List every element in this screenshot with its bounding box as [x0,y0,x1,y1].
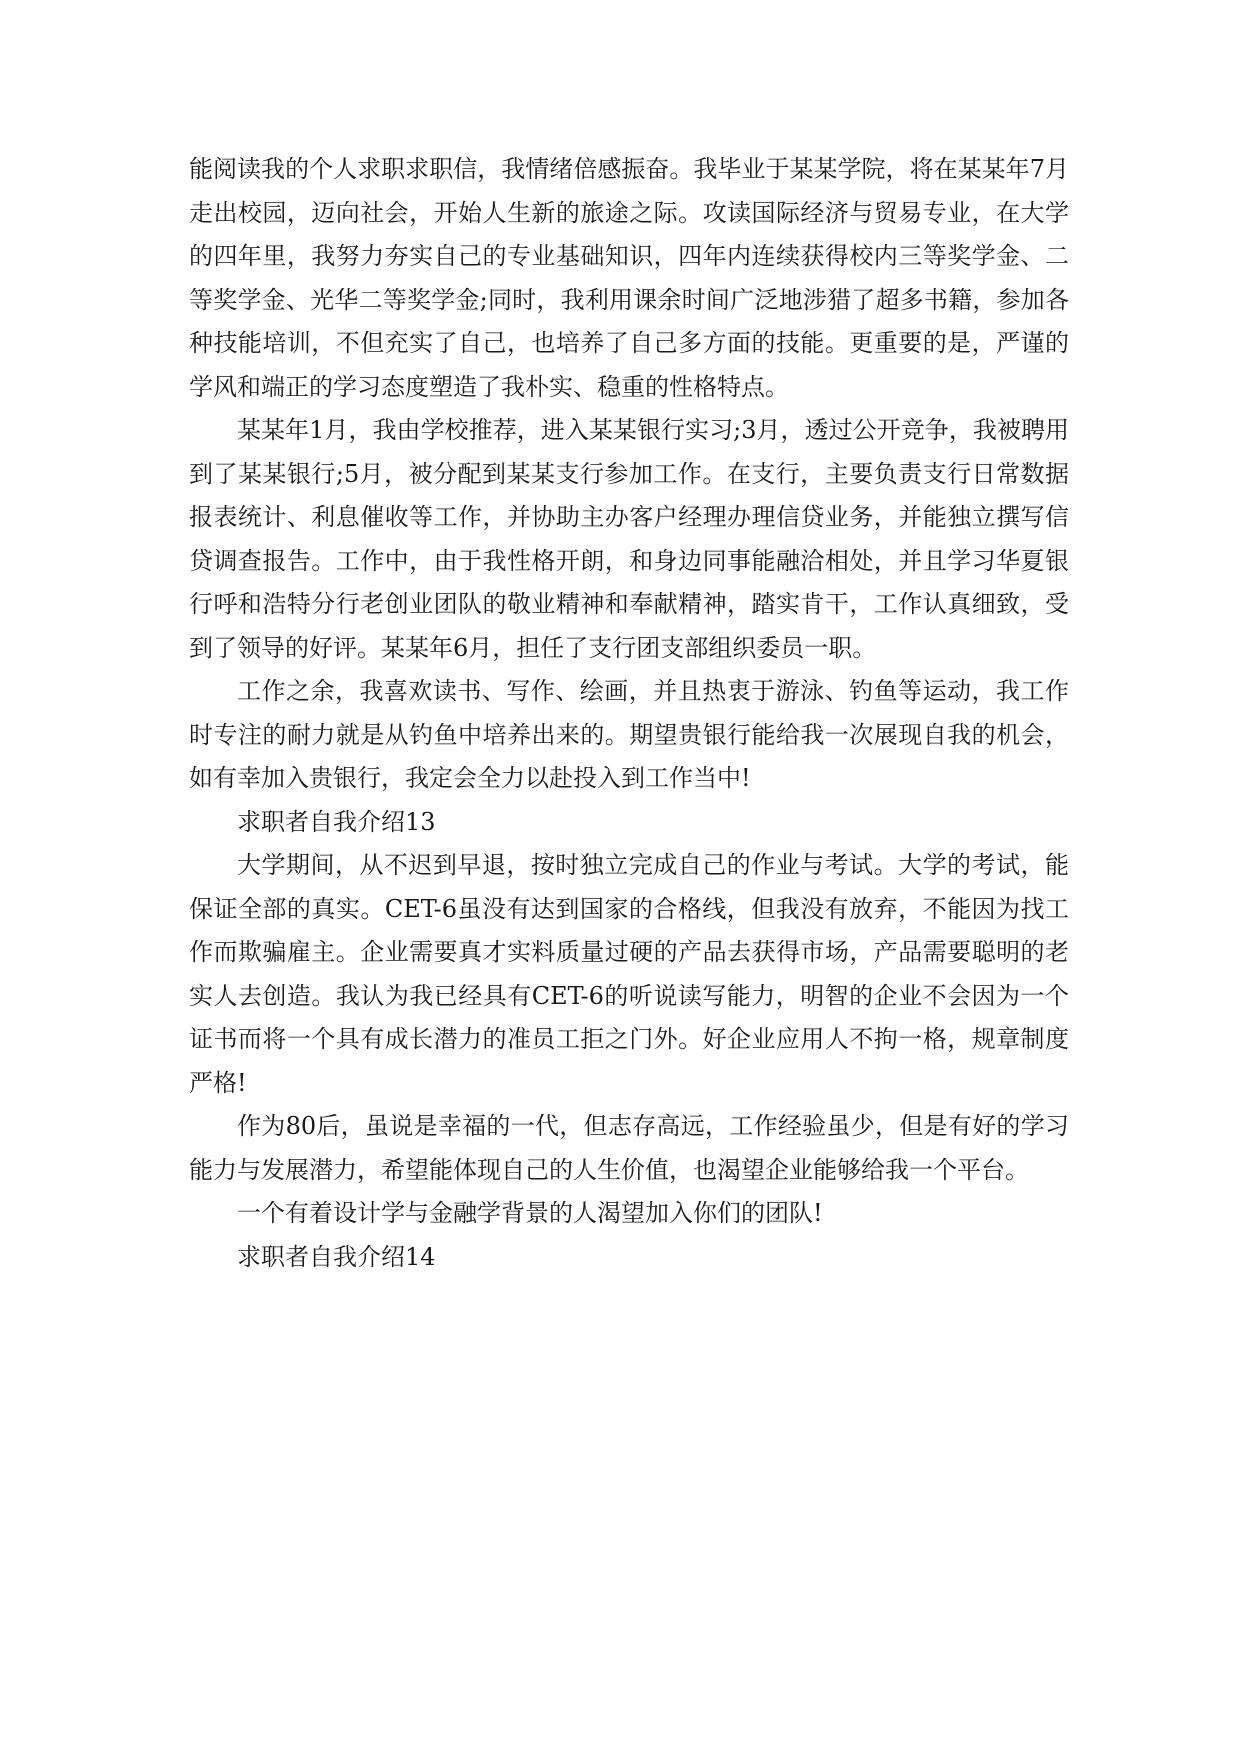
paragraph-team: 一个有着设计学与金融学背景的人渴望加入你们的团队! [237,1199,823,1227]
paragraph-internship: 某某年1月，我由学校推荐，进入某某银行实习;3月，透过公开竞争，我被聘用到了某某银行;5月，被分配到某某支行参加工作。在支行，主要负责支行日常数据报表统计、利息催收等工作，并协助主办客户经理办理信贷业务，并能独立撰写信贷调查报告。工作中，由于我性格开朗，和身边同事能融洽相处，并且学习华夏银行呼和浩特分行老创业团队的敬业精神和奉献精神，踏实肯干，工作认真细致，受到了领导的好评。某某年6月，担任了支行团支部组织委员一职。 [189,416,1069,662]
paragraph-post80s: 作为80后，虽说是幸福的一代，但志存高远，工作经验虽少，但是有好的学习能力与发展潜力，希望能体现自己的人生价值，也渴望企业能够给我一个平台。 [189,1112,1069,1184]
section-heading-14: 求职者自我介绍14 [237,1242,436,1271]
paragraph-hobbies: 工作之余，我喜欢读书、写作、绘画，并且热衷于游泳、钓鱼等运动，我工作时专注的耐力就是从钓鱼中培养出来的。期望贵银行能给我一次展现自我的机会，如有幸加入贵银行，我定会全力以赴投入到工作当中! [189,677,1069,792]
document-body [189,148,1069,1279]
paragraph-intro: 能阅读我的个人求职求职信，我情绪倍感振奋。我毕业于某某学院，将在某某年7月走出校园，迈向社会，开始人生新的旅途之际。攻读国际经济与贸易专业，在大学的四年里，我努力夯实自己的专业基础知识，四年内连续获得校内三等奖学金、二等奖学金、光华二等奖学金;同时，我利用课余时间广泛地涉猎了超多书籍，参加各种技能培训，不但充实了自己，也培养了自己多方面的技能。更重要的是，严谨的学风和端正的学习态度塑造了我朴实、稳重的性格特点。 [189,155,1069,401]
paragraph-college: 大学期间，从不迟到早退，按时独立完成自己的作业与考试。大学的考试，能保证全部的真实。CET-6虽没有达到国家的合格线，但我没有放弃，不能因为找工作而欺骗雇主。企业需要真才实料质量过硬的产品去获得市场，产品需要聪明的老实人去创造。我认为我已经具有CET-6的听说读写能力，明智的企业不会因为一个证书而将一个具有成长潜力的准员工拒之门外。好企业应用人不拘一格，规章制度严格! [189,851,1069,1097]
section-heading-13: 求职者自我介绍13 [237,807,436,836]
